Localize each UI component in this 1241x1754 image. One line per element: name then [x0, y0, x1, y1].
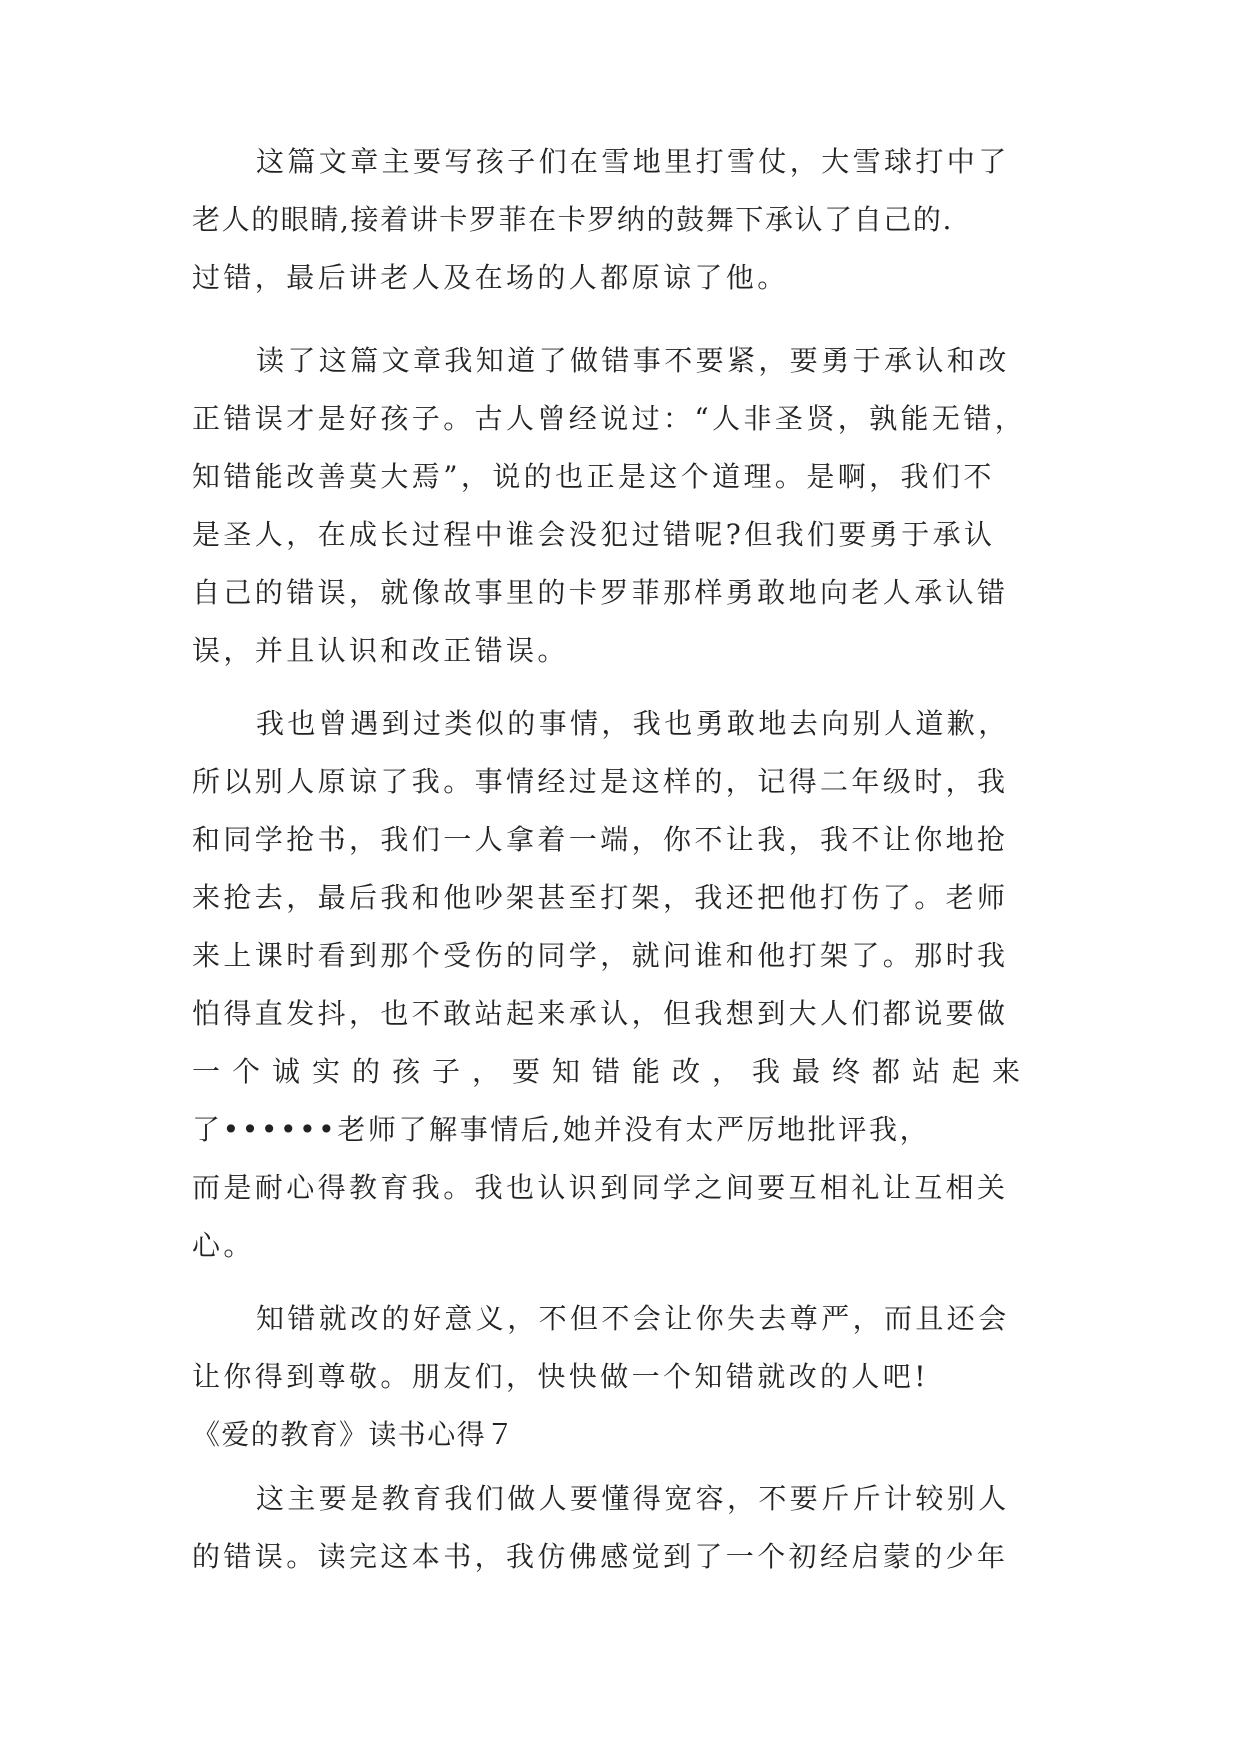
paragraph-2-line-5: 自己的错误，就像故事里的卡罗菲那样勇敢地向老人承认错: [192, 576, 1009, 609]
paragraph-3-line-9: 而是耐心得教育我。我也认识到同学之间要互相礼让互相关: [192, 1171, 1009, 1204]
paragraph-2-line-6: 误，并且认识和改正错误。: [192, 634, 569, 667]
paragraph-3-line-2: 所以别人原谅了我。事情经过是这样的，记得二年级时，我: [192, 765, 1009, 798]
paragraph-4-line-2: 让你得到尊敬。朋友们，快快做一个知错就改的人吧!: [192, 1360, 929, 1393]
paragraph-3-line-3: 和同学抢书，我们一人拿着一端，你不让我，我不让你地抢: [192, 823, 1009, 856]
paragraph-3-line-6: 怕得直发抖，也不敢站起来承认，但我想到大人们都说要做: [192, 997, 1009, 1030]
paragraph-3-line-4: 来抢去，最后我和他吵架甚至打架，我还把他打伤了。老师: [192, 881, 1009, 914]
paragraph-3-line-8: 了••••••老师了解事情后,她并没有太严厉地批评我，: [192, 1113, 931, 1146]
paragraph-2-line-3: 知错能改善莫大焉”，说的也正是这个道理。是啊，我们不: [192, 460, 995, 493]
paragraph-2-line-2: 正错误才是好孩子。古人曾经说过：“人非圣贤，孰能无错，: [192, 402, 1027, 435]
paragraph-5-line-1: 这主要是教育我们做人要懂得宽容，不要斤斤计较别人: [256, 1482, 1010, 1515]
paragraph-1-line-3: 过错，最后讲老人及在场的人都原谅了他。: [192, 261, 789, 294]
paragraph-3-line-1: 我也曾遇到过类似的事情，我也勇敢地去向别人道歉，: [256, 707, 1010, 740]
paragraph-4-line-1: 知错就改的好意义，不但不会让你失去尊严，而且还会: [256, 1302, 1010, 1335]
paragraph-3-line-10: 心。: [192, 1229, 255, 1262]
paragraph-1-line-2: 老人的眼睛,接着讲卡罗菲在卡罗纳的鼓舞下承认了自己的.: [192, 203, 954, 236]
paragraph-5-line-2: 的错误。读完这本书，我仿佛感觉到了一个初经启蒙的少年: [192, 1540, 1009, 1573]
paragraph-2-line-4: 是圣人，在成长过程中谁会没犯过错呢?但我们要勇于承认: [192, 518, 996, 551]
paragraph-3-line-7: 一个诚实的孩子，要知错能改，我最终都站起来: [192, 1055, 1033, 1088]
paragraph-3-line-5: 来上课时看到那个受伤的同学，就问谁和他打架了。那时我: [192, 939, 1009, 972]
paragraph-2-line-1: 读了这篇文章我知道了做错事不要紧，要勇于承认和改: [256, 344, 1010, 377]
paragraph-1-line-1: 这篇文章主要写孩子们在雪地里打雪仗，大雪球打中了: [256, 145, 1010, 178]
section-heading: 《爱的教育》读书心得７: [192, 1418, 516, 1451]
